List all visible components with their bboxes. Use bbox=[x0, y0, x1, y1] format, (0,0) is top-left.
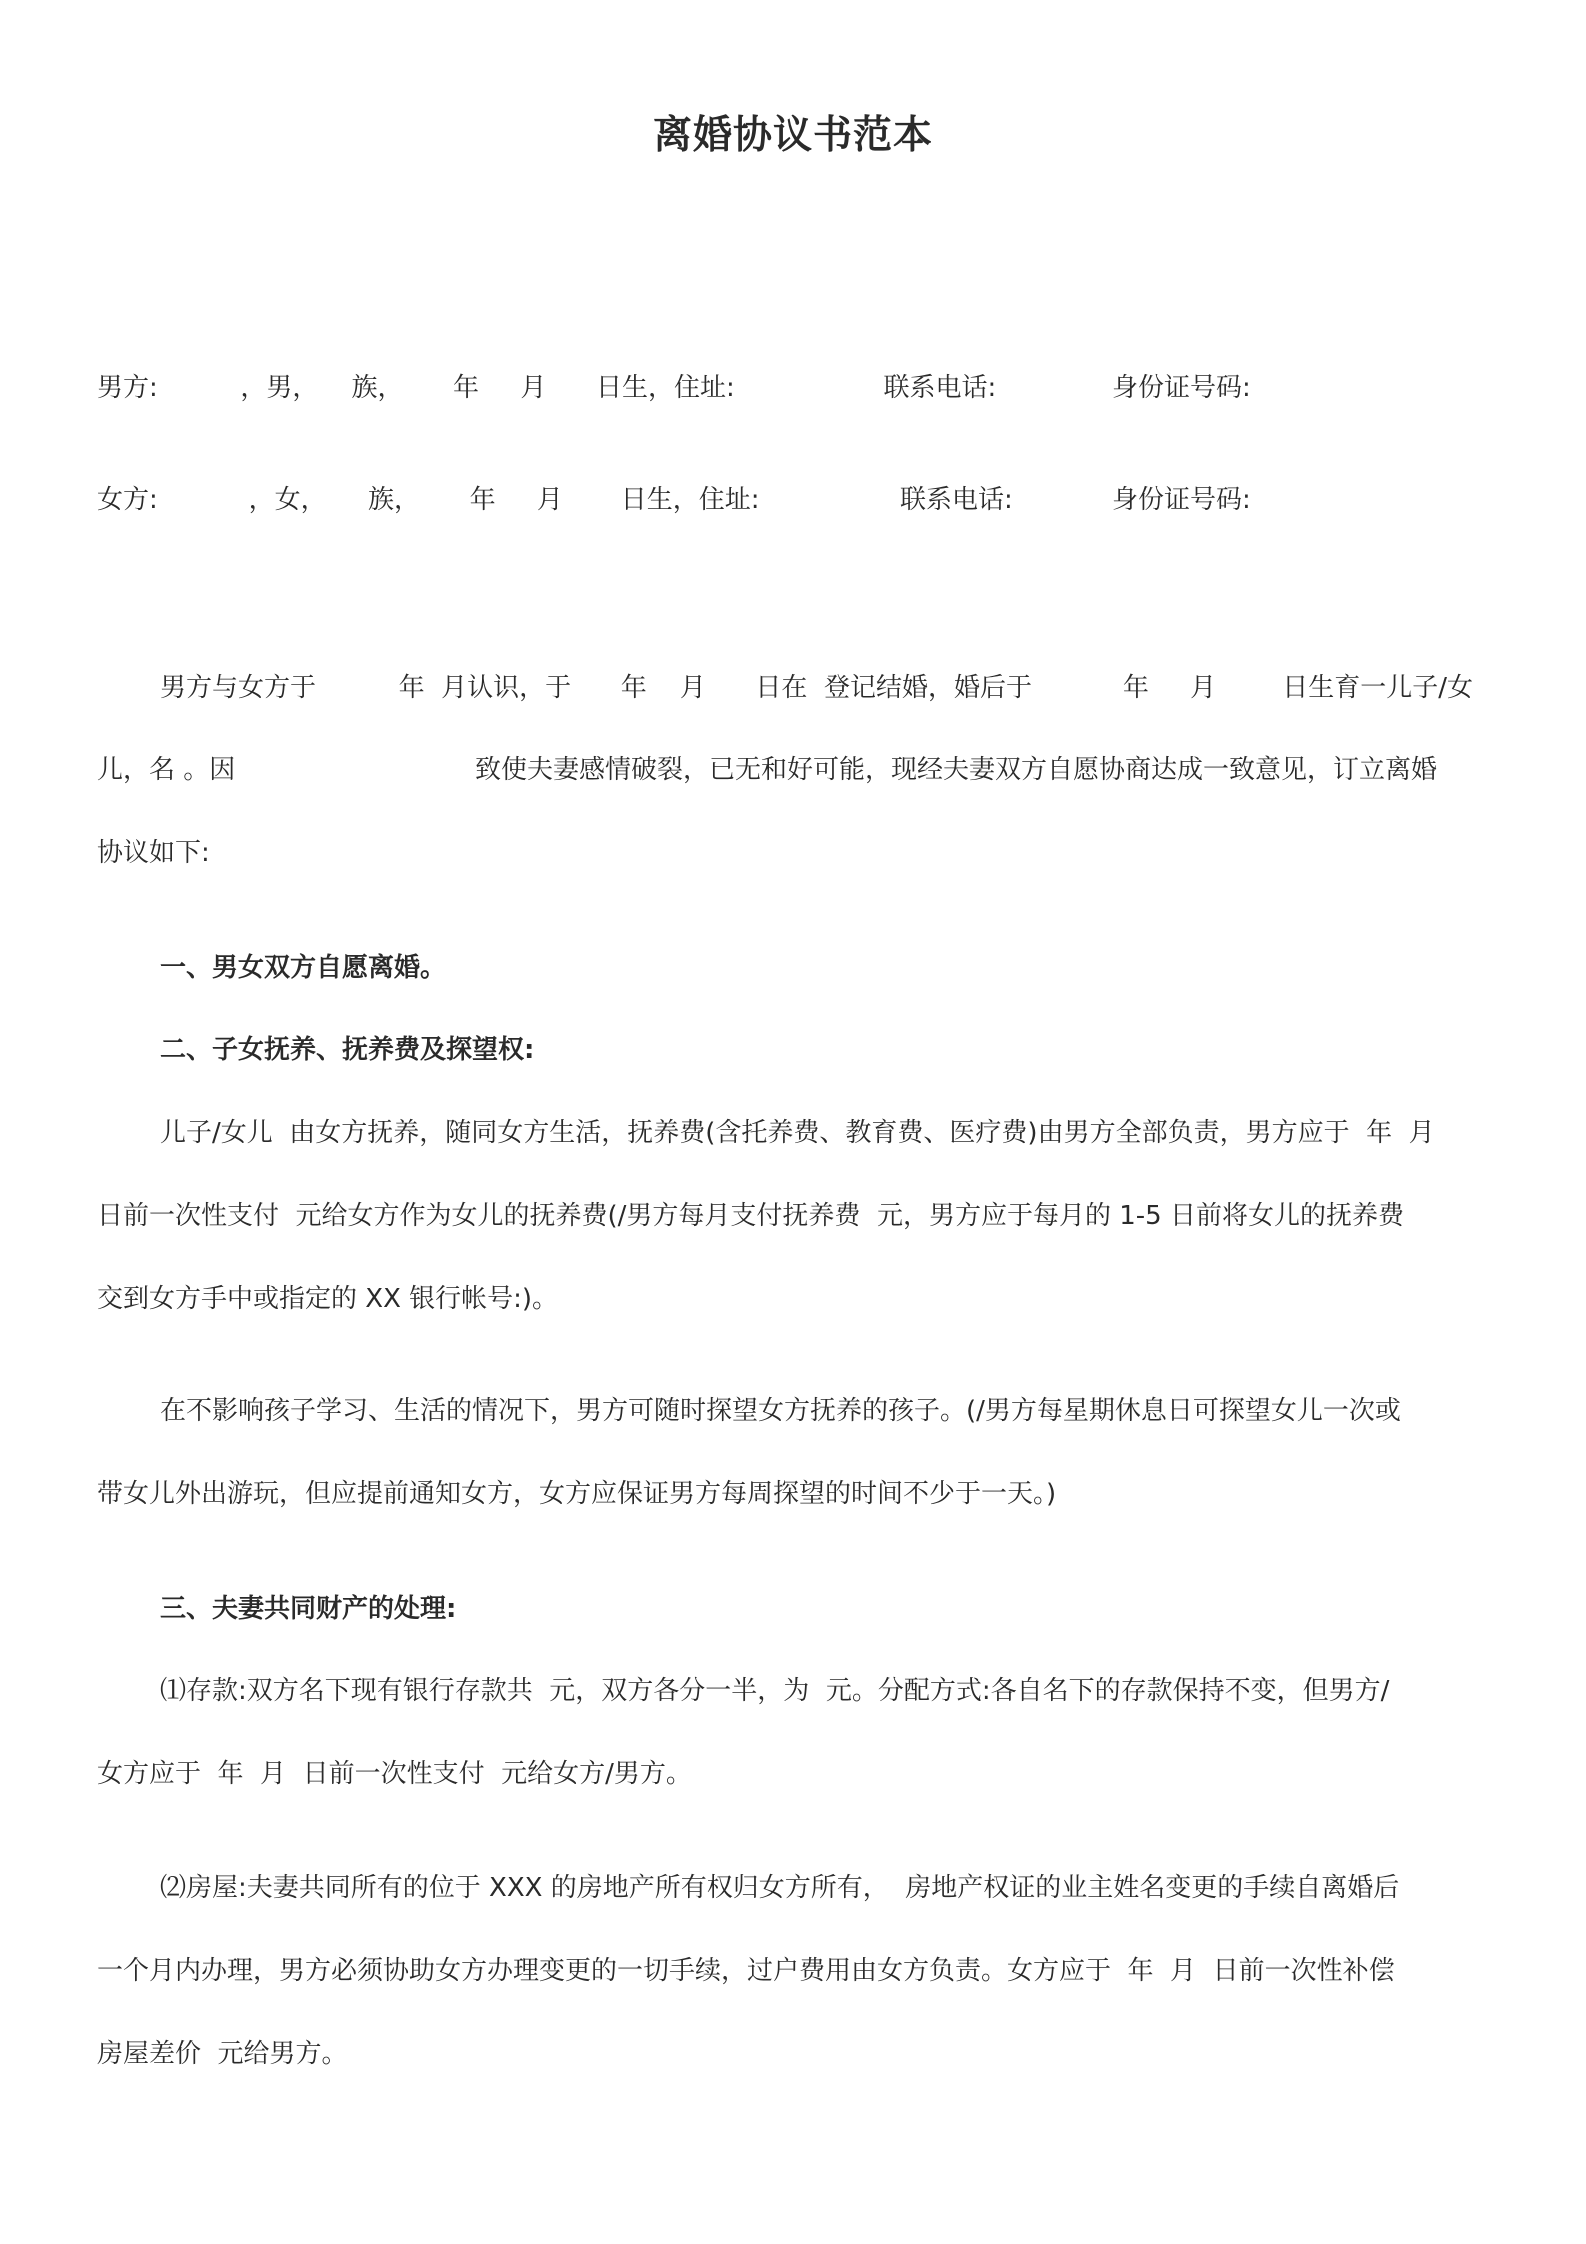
intro-line-3: 协议如下: bbox=[97, 838, 210, 868]
document-title: 离婚协议书范本 bbox=[652, 113, 933, 158]
child-support-line-2: 日前一次性支付 元给女方作为女儿的抚养费(/男方每月支付抚养费 元，男方应于每月的 1-5 日前将女儿的抚养费 bbox=[97, 1201, 1404, 1231]
husband-info-line: 男方: ，男， 族， 年 月 日生，住址: 联系电话: 身份证号码: bbox=[97, 373, 1251, 403]
wife-info-line: 女方: ，女， 族， 年 月 日生，住址: 联系电话: 身份证号码: bbox=[97, 485, 1251, 515]
deposit-line-1: ⑴存款:双方名下现有银行存款共 元，双方各分一半，为 元。分配方式:各自名下的存款保持不变，但男方/ bbox=[160, 1676, 1390, 1706]
house-line-3: 房屋差价 元给男方。 bbox=[97, 2039, 348, 2069]
visitation-line-2: 带女儿外出游玩，但应提前通知女方，女方应保证男方每周探望的时间不少于一天。) bbox=[97, 1479, 1057, 1509]
house-line-2: 一个月内办理，男方必须协助女方办理变更的一切手续，过户费用由女方负责。女方应于 年 月 日前一次性补偿 bbox=[97, 1956, 1395, 1986]
visitation-line-1: 在不影响孩子学习、生活的情况下，男方可随时探望女方抚养的孩子。(/男方每星期休息日可探望女儿一次或 bbox=[160, 1396, 1401, 1426]
child-support-line-3: 交到女方手中或指定的 XX 银行帐号:)。 bbox=[97, 1284, 559, 1314]
intro-line-1: 男方与女方于 年 月认识，于 年 月 日在 登记结婚，婚后于 年 月 日生育一儿子/女 bbox=[160, 673, 1474, 703]
section-1-heading: 一、男女双方自愿离婚。 bbox=[160, 953, 447, 983]
section-2-heading: 二、子女抚养、抚养费及探望权: bbox=[160, 1035, 535, 1065]
deposit-line-2: 女方应于 年 月 日前一次性支付 元给女方/男方。 bbox=[97, 1759, 692, 1789]
house-line-1: ⑵房屋:夫妻共同所有的位于 XXX 的房地产所有权归女方所有， 房地产权证的业主姓名变更的手续自离婚后 bbox=[160, 1873, 1400, 1903]
intro-line-2: 儿，名 。因 致使夫妻感情破裂，已无和好可能，现经夫妻双方自愿协商达成一致意见，订立离婚 bbox=[97, 755, 1437, 785]
child-support-line-1: 儿子/女儿 由女方抚养，随同女方生活，抚养费(含托养费、教育费、医疗费)由男方全部负责，男方应于 年 月 bbox=[160, 1118, 1435, 1148]
section-3-heading: 三、夫妻共同财产的处理: bbox=[160, 1594, 457, 1624]
